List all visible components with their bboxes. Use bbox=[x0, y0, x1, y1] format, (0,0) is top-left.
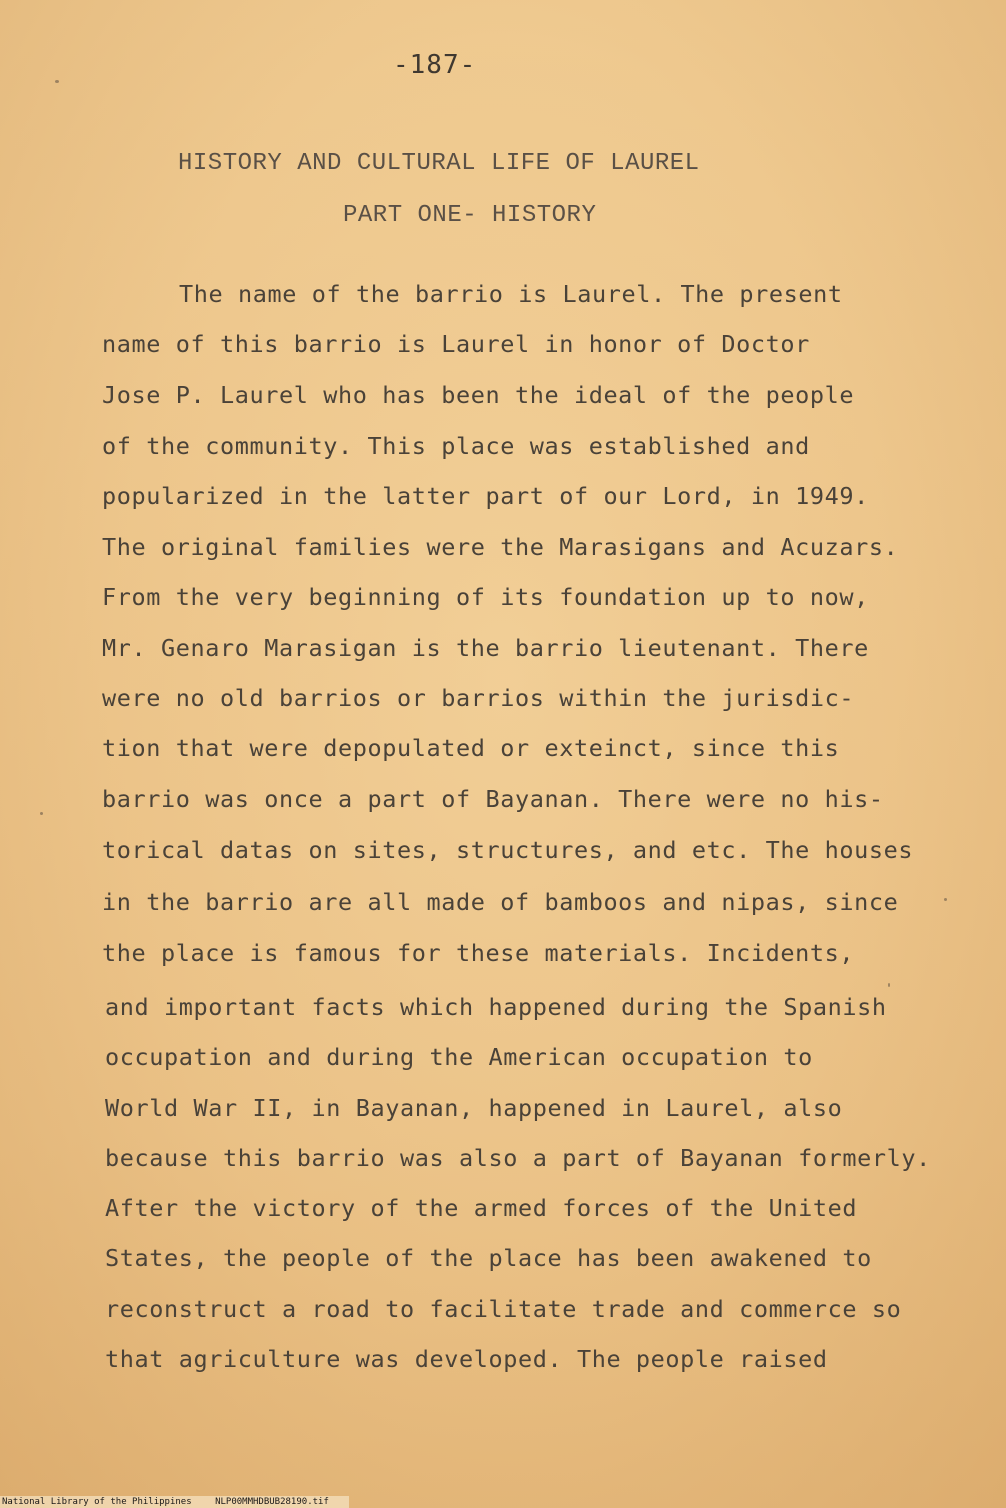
document-subtitle: PART ONE- HISTORY bbox=[343, 202, 597, 229]
body-line: The original families were the Marasigans and Acuzars. bbox=[102, 533, 899, 561]
document-title: HISTORY AND CULTURAL LIFE OF LAUREL bbox=[178, 150, 700, 177]
body-line: of the community. This place was established and bbox=[102, 432, 810, 460]
footer-library-name: National Library of the Philippines bbox=[2, 1497, 192, 1507]
body-line: the place is famous for these materials. Incidents, bbox=[102, 939, 855, 967]
footer-filename: NLP00MMHDBUB28190.tif bbox=[215, 1497, 329, 1507]
body-line: because this barrio was also a part of Bayanan formerly. bbox=[105, 1144, 931, 1172]
body-line: occupation and during the American occupation to bbox=[105, 1043, 813, 1071]
body-line: name of this barrio is Laurel in honor of Doctor bbox=[102, 330, 810, 358]
body-line: States, the people of the place has been awakened to bbox=[105, 1244, 872, 1272]
body-line: World War II, in Bayanan, happened in Laurel, also bbox=[105, 1094, 843, 1122]
body-line: barrio was once a part of Bayanan. There were no his- bbox=[102, 785, 884, 813]
scan-footer bbox=[0, 1496, 349, 1508]
body-line: After the victory of the armed forces of the United bbox=[105, 1194, 858, 1222]
body-line: torical datas on sites, structures, and etc. The houses bbox=[102, 836, 914, 864]
body-line: Mr. Genaro Marasigan is the barrio lieutenant. There bbox=[102, 634, 869, 662]
body-line: that agriculture was developed. The people raised bbox=[105, 1345, 828, 1373]
body-line: were no old barrios or barrios within the jurisdic- bbox=[102, 684, 855, 712]
body-line: reconstruct a road to facilitate trade and commerce so bbox=[105, 1295, 902, 1323]
body-line: popularized in the latter part of our Lord, in 1949. bbox=[102, 482, 869, 510]
body-line: and important facts which happened during the Spanish bbox=[105, 993, 887, 1021]
body-line: The name of the barrio is Laurel. The present bbox=[179, 280, 843, 308]
paper-speck bbox=[40, 812, 43, 815]
body-line: From the very beginning of its foundation up to now, bbox=[102, 583, 869, 611]
body-line: Jose P. Laurel who has been the ideal of the people bbox=[102, 381, 855, 409]
body-line: in the barrio are all made of bamboos and nipas, since bbox=[102, 888, 899, 916]
body-line: tion that were depopulated or exteinct, since this bbox=[102, 734, 840, 762]
paper-speck bbox=[55, 80, 59, 83]
page-number: -187- bbox=[393, 50, 477, 80]
paper-speck bbox=[888, 983, 890, 987]
paper-speck bbox=[944, 898, 947, 901]
